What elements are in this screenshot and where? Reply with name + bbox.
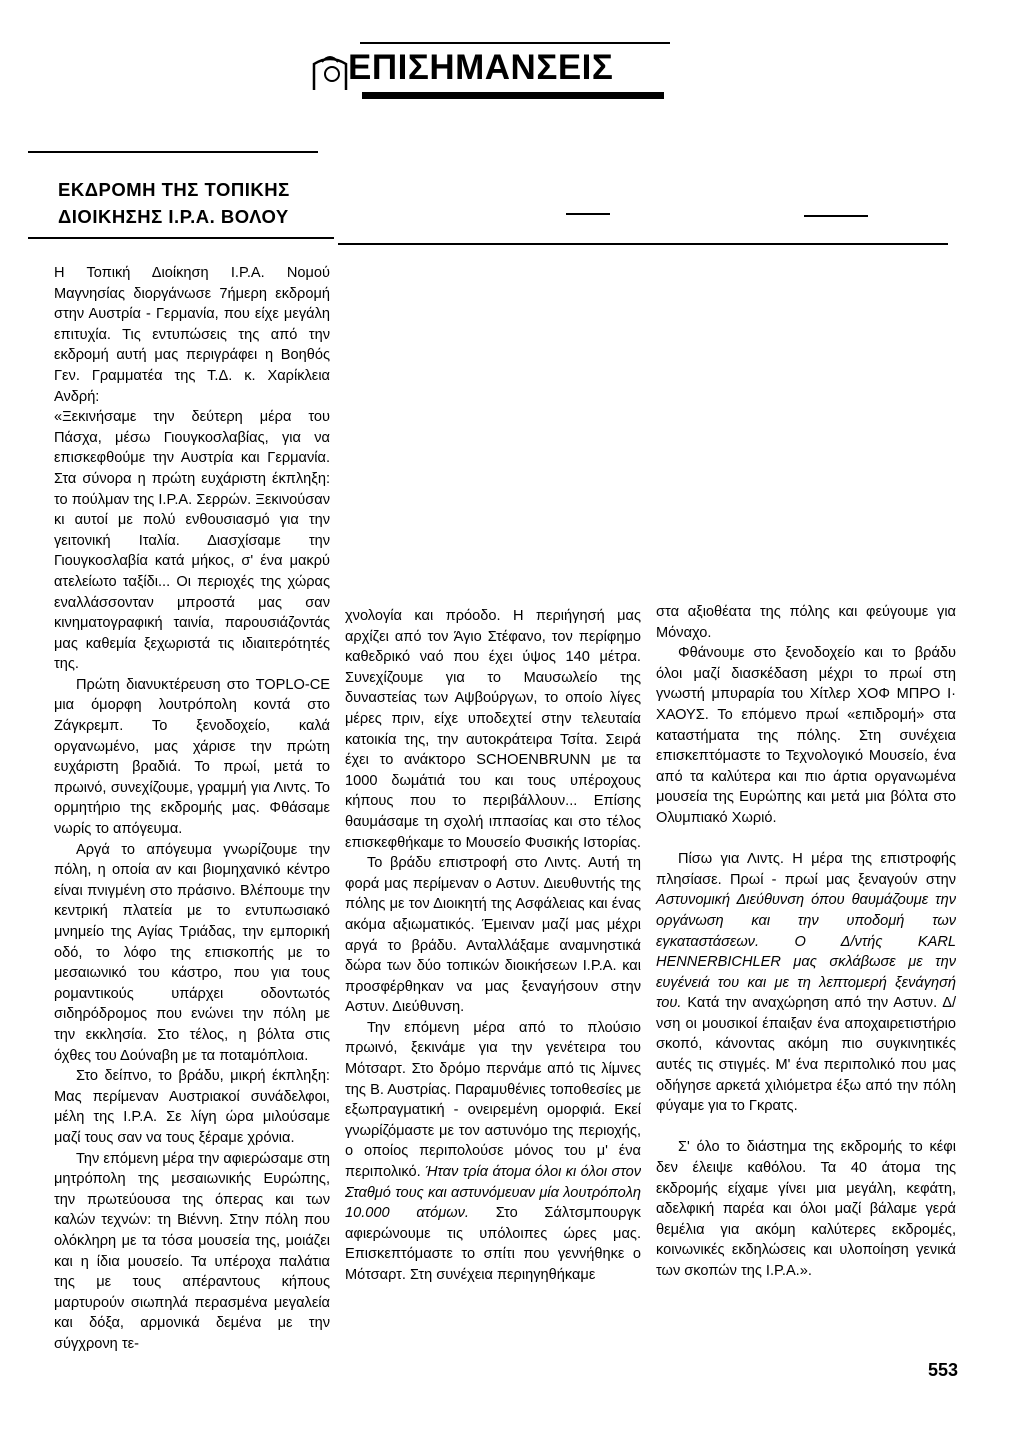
paragraph: Το βράδυ επιστροφή στο Λιντς. Αυτή τη φορά μας περίμεναν ο Αστυν. Διευθυντής της πόλης με τον Διοικητή της Ασφάλειας και ένας ακόμα αξιωματικός. Έμειναν μαζί μας μέχρι αργά το βράδυ. Ανταλλάξαμε αναμνηστικά δώρα των δύο τοπικών διοικήσεων Ι.Ρ.Α. και προσφέρθηκαν να μας ξεναγήσουν στην Αστυν. Διεύθυνση. (345, 855, 641, 1016)
column-3 (656, 602, 956, 1282)
article-title (58, 176, 290, 230)
decor-dash (804, 215, 868, 217)
paragraph-text: Πίσω για Λιντς. Η μέρα της επιστροφής πλησίασε. Πρωί - πρωί μας ξεναγούν στην (656, 851, 956, 888)
paragraph-text: Στο Σάλτσμπουργκ αφιερώνουμε τις υπόλοιπες ώρες μας. Επισκεπτόμαστε το σπίτι που γεννήθηκε ο Μότσαρτ. Στη συνέχεια περιηγηθήκαμε (345, 1205, 641, 1283)
paragraph-text: Κατά την αναχώρηση από την Αστυν. Δ/νση οι μουσικοί έπαιξαν ένα αποχαιρετιστήριο σκοπό, κάνοντας ακόμη πιο συγκινητικές αυτές τις στιγμές. Μ' ένα περιπολικό που μας οδήγησε αρκετά χιλιόμετρα έξω από την πόλη φύγαμε για το Γκρατς. (656, 995, 956, 1115)
decor-dash (566, 213, 610, 215)
page-number: 553 (928, 1360, 959, 1380)
header-top-rule (360, 42, 670, 44)
title-top-rule (28, 151, 318, 153)
paragraph (345, 1018, 641, 1286)
title-bottom-rule (28, 237, 334, 239)
italic-text: Αστυνομική Διεύθυνση όπου θαυμάζουμε την οργάνωση και την υποδομή των εγκαταστάσεων. Ο Δ/ντής KARL HENNERBICHLER μας σκλάβωσε με την ευγένειά του και με τη λεπτομερή ξενάγησή του. (656, 892, 956, 1012)
paragraph: Αργά το απόγευμα γνωρίζουμε την πόλη, η οποία αν και βιομηχανικό κέντρο είναι πνιγμένη στο πράσινο. Βλέπουμε την κεντρική πλατεία με το εντυπωσιακό μνημείο της Αγίας Τριάδας, την εμπορική οδό, το λόφο της επισκοπής με το μεσαιωνικό του κάστρο, που για τους ρομαντικούς υπάρχει οδοντωτός σιδηρόδρομος που ενώνει την πόλη με την εκκλησία. Στο τέλος, η βόλτα στις όχθες του Δούναβη με τα ποταμόπλοια. (54, 841, 330, 1064)
paragraph: Την επόμενη μέρα την αφιερώσαμε στη μητρόπολη της μεσαιωνικής Ευρώπης, την πρωτεύουσα της όπερας και των καλών τεχνών: τη Βιέννη. Στην πόλη που ολόκληρη με τα τόσα μουσεία της, μοιάζει και η ίδια μουσείο. Τα υπέροχα παλάτια της με τους απέραντους κήπους μαρτυρούν σιωπηλά περασμένα μεγαλεία και δόξα, αρμονικά δεμένα με την σύγχρονη τε- (54, 1150, 330, 1352)
paragraph: Πρώτη διανυκτέρευση στο TOPLO-CE μια όμορφη λουτρόπολη κοντά στο Ζάγκρεμπ. Το ξενοδοχείο, καλά οργανωμένο, μας χάρισε την πρώτη ευχάριστη βραδιά. Το πρωί, μετά το πρωινό, συνεχίζουμε, γραμμή για Λιντς. Το ορμητήριο της εκδρομής μας. Φθάσαμε νωρίς το απόγευμα. (54, 676, 330, 838)
police-badge-icon (308, 50, 352, 94)
italic-text: Ήταν τρία άτομα όλοι κι όλοι στον Σταθμό τους και αστυνόμευαν μία λουτρόπολη 10.000 ατόμων. (345, 1164, 641, 1222)
paragraph-text: Την επόμενη μέρα από το πλούσιο πρωινό, ξεκινάμε για την γενέτειρα του Μότσαρτ. Στο δρόμο περνάμε από τις λίμνες της Β. Αυστρίας. Παραμυθένιες τοποθεσίες με εξωπραγματική - ονειρεμένη ομορφιά. Εκεί γνωρίζόμαστε με τον αστυνόμο της περιοχής, ο οποίος περιπολούσε μόνος του μ' ένα περιπολικό. (345, 1019, 641, 1181)
paragraph (656, 849, 956, 1117)
title-line: ΕΚΔΡΟΜΗ ΤΗΣ ΤΟΠΙΚΗΣ (58, 179, 290, 200)
paragraph: Σ' όλο το διάστημα της εκδρομής το κέφι δεν έλειψε καθόλου. Τα 40 άτομα της εκδρομής είχαμε γίνει μια μεγάλη, κεφάτη, αδελφική παρέα και όλοι μαζί βάλαμε γερά θεμέλια για ακόμη καλύτερες εκδρομές, κοινωνικές εκδηλώσεις και υλοποίηση γενικά των σκοπών της Ι.Ρ.Α.». (656, 1139, 956, 1279)
paragraph: Η Τοπική Διοίκηση Ι.Ρ.Α. Νομού Μαγνησίας διοργάνωσε 7ήμερη εκδρομή στην Αυστρία - Γερμανία, που είχε μεγάλη επιτυχία. Τις εντυπώσεις της από την εκδρομή αυτή μας περιγράφει η Βοηθός Γεν. Γραμματέα της Τ.Δ. κ. Χαρίκλεια Ανδρή: (54, 265, 330, 405)
header-bar (362, 92, 664, 99)
paragraph: «Ξεκινήσαμε την δεύτερη μέρα του Πάσχα, μέσω Γιουγκοσλαβίας, για να επισκεφθούμε την Αυστρία και Γερμανία. Στα σύνορα η πρώτη ευχάριστη έκπληξη: το πούλμαν της Ι.Ρ.Α. Σερρών. Ξεκινούσαν κι αυτοί με πολύ ενθουσιασμό για την γειτονική Ιταλία. Διασχίσαμε την Γιουγκοσλαβία κατά μήκος, σ' ένα μακρύ ατελείωτο ταξίδι... Οι περιοχές της χώρας εναλλάσσονταν μπροστά μας σαν κινηματογραφική ταινία, παρουσιάζοντάς μας καθεμία ξεχωριστά τις ιδιαιτερότητές της. (54, 409, 330, 673)
title-line: ΔΙΟΙΚΗΣΗΣ Ι.Ρ.Α. ΒΟΛΟΥ (58, 206, 289, 227)
paragraph: Φθάνουμε στο ξενοδοχείο και το βράδυ όλοι μαζί διασκέδαση μέχρι το πρωί στη γνωστή μπυραρία του Χίτλερ ΧΟΦ ΜΠΡΟ Ι· ΧΑΟΥΣ. Το επόμενο πρωί «επιδρομή» στα καταστήματα της πόλης. Στη συνέχεια επισκεπτόμαστε το Τεχνολογικό Μουσείο, ένα από τα καλύτερα και πιο άρτια οργανωμένα μουσεία της Ευρώπης και μετά μια βόλτα στο Ολυμπιακό Χωριό. (656, 645, 956, 826)
column-2 (345, 606, 641, 1286)
column-1 (54, 263, 330, 1354)
section-title: ΕΠΙΣΗΜΑΝΣΕΙΣ (348, 48, 614, 87)
section-header (300, 30, 670, 100)
paragraph: στα αξιοθέατα της πόλης και φεύγουμε για Μόναχο. (656, 604, 956, 641)
paragraph: Στο δείπνο, το βράδυ, μικρή έκπληξη: Μας περίμεναν Αυστριακοί συνάδελφοι, μέλη της Ι.Ρ.Α. Σε λίγη ώρα μιλούσαμε μαζί τους σαν να τους ξέραμε χρόνια. (54, 1068, 330, 1146)
decor-rule (338, 243, 948, 245)
paragraph: χνολογία και πρόοδο. Η περιήγησή μας αρχίζει από τον Άγιο Στέφανο, τον περίφημο καθεδρικό ναό που έχει ύψος 140 μέτρα. Συνεχίζουμε για το Μαυσωλείο της δυναστείας των Αψβούργων, το οποίο λίγες μέρες πριν, είχε υποδεχτεί στην τελευταία κατοικία της, την αυτοκράτειρα Τσίτα. Σειρά έχει το ανάκτορο SCHOENBRUNN με τα 1000 δωμάτιά του και τους υπέροχους κήπους που το περιβάλλουν... Επίσης θαυμάσαμε τη σχολή ιππασίας και στο τέλος επισκεφθήκαμε το Μουσείο Φυσικής Ιστορίας. (345, 608, 641, 851)
